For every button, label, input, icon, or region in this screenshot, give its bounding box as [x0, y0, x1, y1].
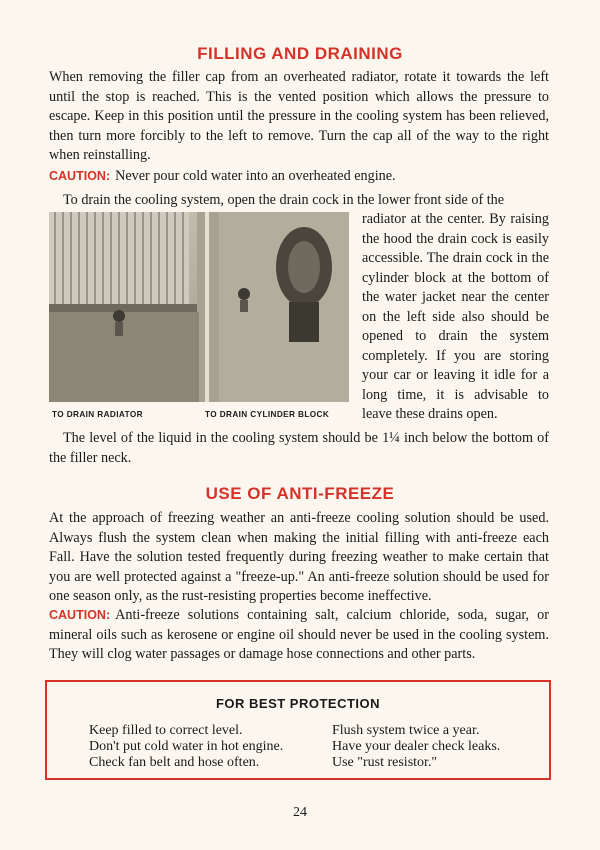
level-paragraph: The level of the liquid in the cooling system should be 1¼ inch below the bottom of the filler neck. [49, 430, 549, 466]
radiator-grille [49, 212, 199, 312]
drain-photo [49, 212, 349, 402]
lower-shadow [49, 312, 199, 402]
drain-photo-illustration [49, 212, 349, 402]
caution-cold-water [49, 167, 549, 187]
tips-left-column [89, 723, 283, 771]
caution-label: CAUTION: [49, 169, 111, 183]
caption-drain-cylinder-block: TO DRAIN CYLINDER BLOCK [205, 410, 330, 419]
antifreeze-paragraph: At the approach of freezing weather an anti-freeze cooling solution should be used. Always flush the system clean when making the initial filling with anti-freeze each Fall. Have the solution tested frequently during freezing weather to make certain that you are well protected against a "freeze-up." An anti-freeze solution should be used for one season only, as the rust-resisting properties become ineffective. [49, 510, 549, 604]
best-protection-box [45, 680, 551, 780]
tip-item: Keep filled to correct level. [89, 723, 243, 738]
filling-paragraph: When removing the filler cap from an overheated radiator, rotate it towards the left until the stop is reached. This is the vented position which allows the pressure to escape. Keep in this position until the pressure in the cooling system has been relieved, then turn more forcibly to the left to remove. Turn the cap all of the way to the right when reinstalling. [49, 69, 549, 163]
tip-item: Check fan belt and hose often. [89, 755, 260, 770]
caption-drain-radiator: TO DRAIN RADIATOR [52, 410, 143, 419]
caution-antifreeze [49, 606, 549, 665]
drain-intro: To drain the cooling system, open the drain cock in the lower front side of the [63, 192, 505, 208]
tip-item: Have your dealer check leaks. [332, 739, 501, 754]
tips-right-column [332, 723, 500, 771]
caution-label: CAUTION: [49, 608, 111, 622]
caution-text: Anti-freeze solutions containing salt, calcium chloride, soda, sugar, or mineral oils such as kerosene or engine oil should never be used in the cooling system. They will clog water passages or damage hose connections and other parts. [49, 607, 549, 662]
tip-item: Flush system twice a year. [332, 723, 480, 738]
section-title-antifreeze: USE OF ANTI-FREEZE [205, 484, 395, 503]
page-number: 24 [293, 805, 307, 820]
frame-highlight [205, 212, 209, 402]
tip-item: Use "rust resistor." [332, 755, 438, 770]
drain-right-column: radiator at the center. By raising the hood the drain cock is easily accessible. The drain cock in the cylinder block at the bottom of the water jacket near the center on the left side also should be opened to drain the system completely. If you are storing your car or leaving it idle for a long time, it is advisable to leave these drains open. [362, 211, 549, 422]
tip-item: Don't put cold water in hot engine. [89, 739, 284, 754]
section-title-filling: FILLING AND DRAINING [197, 44, 403, 63]
caution-text: Never pour cold water into an overheated engine. [115, 168, 396, 184]
box-title: FOR BEST PROTECTION [215, 696, 381, 711]
